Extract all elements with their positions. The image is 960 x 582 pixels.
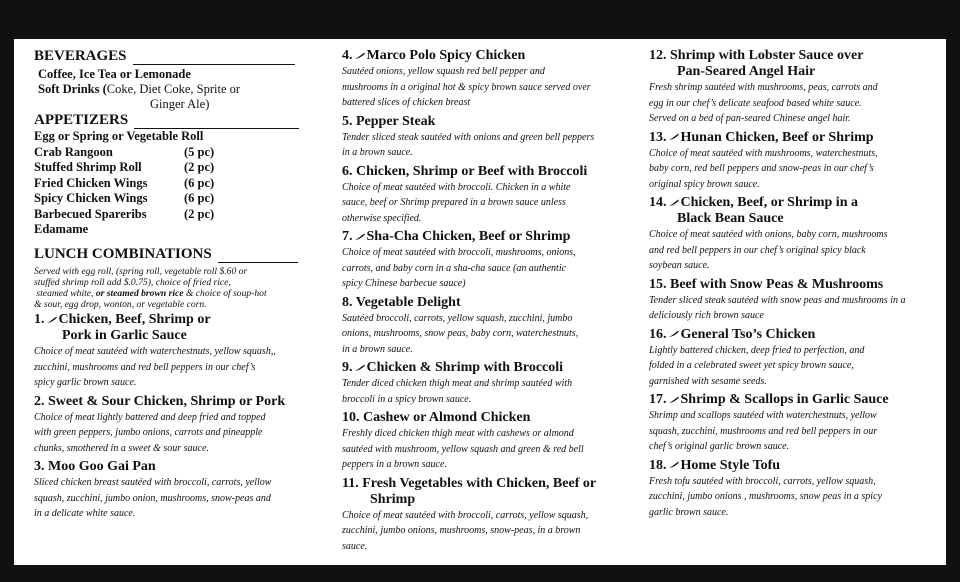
menu-item-number: 9. [342,360,353,375]
menu-item [649,392,905,455]
menu-item-title [34,394,285,410]
chili-pepper-icon [668,199,680,207]
menu-item [649,130,905,193]
menu-item-name: Moo Goo Gai Pan [48,459,156,474]
beverages-title: BEVERAGES [34,48,127,64]
menu-item-description: otherwise specified. [342,212,422,224]
appetizer-pieces: (6 pc) [184,191,215,205]
menu-item-name: Pepper Steak [356,113,436,129]
chili-pepper-icon [46,316,58,324]
menu-item-description: zucchini, jumbo onions, mushrooms, snow-peas, in a brown [342,525,581,536]
menu-item-name: Hunan Chicken, Beef or Shrimp [680,129,874,145]
menu-item-name: Pan-Seared Angel Hair [677,64,816,79]
appetizer-name: Crab Rangoon [34,144,113,159]
chili-pepper-icon [354,52,366,60]
menu-item [649,48,905,127]
menu-item-description: garnished with sesame seeds. [649,375,767,387]
menu-item-title [342,360,596,376]
appetizers-title: APPETIZERS [34,112,129,128]
appetizer-item [34,207,299,223]
appetizer-item [34,222,299,238]
menu-item [342,295,596,358]
lunch-heading [34,246,298,263]
menu-item-number: 14. [649,195,667,210]
menu-item-title [649,392,905,408]
menu-item-title [342,295,596,311]
appetizer-item [34,160,299,176]
menu-item-title [342,229,596,245]
menu-item-description: Choice of meat sautéed with broccoli. Chicken in a white [342,181,571,193]
menu-item-number: 3. [34,459,45,474]
menu-item-description: in a brown sauce. [342,147,413,158]
menu-item-description: Tender diced chicken thigh meat and shrimp sautéed with [342,378,573,389]
menu-item-title [649,195,905,211]
menu-item [649,277,905,324]
menu-item-title-cont [649,64,905,80]
menu-item-description: Choice of meat sautéed with waterchestnuts, yellow squash,, [34,346,276,357]
menu-item-description: peppers in a brown sauce. [342,459,447,470]
appetizer-item [34,129,299,145]
menu-item-description: baby corn, red bell peppers and snow-peas in our chef’s [649,163,874,174]
menu-item [342,48,596,111]
menu-item-description: Shrimp and scallops sautéed with waterchestnuts, yellow [649,410,877,421]
menu-item-description: egg in our chef’s delicate seafood based white sauce. [649,97,862,109]
menu-item-title-cont [649,211,905,227]
lunch-section [34,246,298,310]
menu-item-description: original spicy brown sauce. [649,178,760,190]
menu-item-description: onions, mushrooms, snow peas, baby corn, waterchestnuts, [342,328,579,339]
beverages-section [34,48,295,112]
menu-item-title [34,459,285,475]
lunch-title: LUNCH COMBINATIONS [34,246,212,262]
menu-item-description: zucchini, jumbo onions , mushrooms, snow peas in a spicy [649,491,882,502]
menu-items-col3 [649,48,905,523]
menu-item-number: 6. [342,163,353,179]
menu-item-description: Choice of meat lightly battered and deep fried and topped [34,411,266,423]
menu-item-title [342,48,596,64]
menu-items-col1 [34,312,285,525]
menu-item-description: sauce. [342,540,368,552]
menu-item-number: 1. [34,312,45,327]
lunch-note-brown-rice: or steamed brown rice [93,288,184,299]
menu-item-description: chef’s original garlic brown sauce. [649,441,790,452]
lunch-note-line: Served with egg roll, (spring roll, vegetable roll $.60 or [34,266,248,277]
menu-item [649,195,905,274]
appetizers-section [34,112,299,238]
menu-item-title-cont [342,492,596,508]
menu-item-title [342,476,596,492]
menu-item-number: 11. [342,475,359,491]
menu-item-description: Served on a bed of pan-seared Chinese angel hair. [649,113,851,124]
menu-item [649,458,905,521]
menu-item-description: and red bell peppers in our chef’s original spicy black [649,244,866,256]
lunch-note-line: & sour, egg drop, wonton, or vegetable corn. [34,299,207,310]
menu-item-description: squash, zucchini, jumbo onion, mushrooms, snow-peas and [34,492,271,504]
menu-item-number: 7. [342,229,353,244]
appetizer-item [34,176,299,192]
menu-item-name: Sweet & Sour Chicken, Shrimp or Pork [48,393,286,409]
menu-item-description: Sautéed broccoli, carrots, yellow squash, zucchini, jumbo [342,312,573,324]
menu-item-number: 5. [342,113,353,129]
menu-item-name: General Tso’s Chicken [680,326,816,342]
menu-item-number: 18. [649,457,667,473]
lunch-note-line: stuffed shrimp roll add $.0.75), choice of fried rice, [34,277,231,288]
menu-item-description: Choice of meat sautéed with broccoli, carrots, yellow squash, [342,509,589,521]
menu-item [342,114,596,161]
chili-pepper-icon [668,461,680,469]
menu-item-number: 15. [649,276,667,292]
appetizer-item [34,191,299,207]
menu-item-name: Sha-Cha Chicken, Beef or Shrimp [366,229,571,244]
menu-item-title [342,114,596,130]
menu-item-number: 13. [649,129,667,145]
menu-item-title [649,130,905,146]
menu-item-name: Marco Polo Spicy Chicken [366,48,526,63]
menu-item-name: Chicken & Shrimp with Broccoli [366,360,564,375]
menu-item-number: 12. [649,48,667,63]
menu-item-number: 10. [342,410,360,425]
menu-item-description: deliciously rich brown sauce [649,310,764,321]
appetizer-name: Edamame [34,222,89,236]
menu-item-description: mushrooms in a original hot & spicy brown sauce served over [342,81,591,93]
menu-item-title [34,312,285,328]
menu-page [14,39,946,565]
chili-pepper-icon [668,133,680,141]
menu-item-title [342,410,596,426]
menu-item-description: Lightly battered chicken, deep fried to perfection, and [649,344,865,356]
menu-item-description: Fresh tofu sautéed with broccoli, carrots, yellow squash, [649,475,876,487]
menu-item-description: battered slices of chicken breast [342,97,471,108]
lunch-note-text: & choice of soup-hot [183,288,267,299]
appetizer-name: Spicy Chicken Wings [34,191,148,205]
menu-item-description: Tender sliced steak sautéed with onions and green bell peppers [342,131,595,143]
menu-item-name: Beef with Snow Peas & Mushrooms [670,276,884,292]
appetizer-pieces: (6 pc) [184,175,215,190]
appetizers-heading [34,112,299,129]
menu-item-name: Shrimp [370,491,416,507]
menu-item-description: soybean sauce. [649,260,710,271]
soft-drinks-label: Soft Drinks ( [38,82,107,96]
menu-item-description: Choice of meat sautéed with onions, baby corn, mushrooms [649,229,888,240]
appetizer-pieces: (2 pc) [184,206,215,221]
menu-item-description: Sliced chicken breast sautéed with broccoli, carrots, yellow [34,477,272,488]
menu-item-description: Sautéed onions, yellow squash red bell pepper and [342,66,545,77]
menu-item-description: with green peppers, jumbo onions, carrots and pineapple [34,427,263,438]
menu-item-number: 16. [649,326,667,342]
menu-item-description: Freshly diced chicken thigh meat with cashews or almond [342,428,574,439]
menu-item-description: chunks, smothered in a sweet & sour sauce. [34,442,209,454]
menu-item-name: Chicken, Shrimp or Beef with Broccoli [356,163,588,179]
menu-item-description: Choice of meat sautéed with broccoli, mushrooms, onions, [342,247,576,258]
appetizer-item [34,145,299,161]
menu-item-description: garlic brown sauce. [649,506,729,518]
menu-item-name: Chicken, Beef, Shrimp or [58,312,211,327]
menu-item-name: Fresh Vegetables with Chicken, Beef or [362,475,597,491]
chili-pepper-icon [354,233,366,241]
menu-item-title [649,277,905,293]
menu-item-number: 17. [649,392,667,407]
appetizers-rule [134,127,299,129]
menu-item-title [649,48,905,64]
menu-item-description: folded in a celebrated sweet yet spicy brown sauce, [649,360,854,371]
lunch-note [34,266,298,310]
menu-item-name: Home Style Tofu [680,457,781,473]
menu-item [34,459,285,522]
menu-item-number: 8. [342,294,353,310]
beverages-rule [133,63,295,65]
menu-item-description: spicy Chinese barbecue sauce) [342,278,466,289]
menu-items-col2 [342,48,596,557]
chili-pepper-icon [354,364,366,372]
beverage-line-1: Coffee, Ice Tea or Lemonade [38,67,191,81]
appetizer-name: Stuffed Shrimp Roll [34,160,142,174]
menu-item-name: Vegetable Delight [355,294,461,310]
soft-drinks-list: Coke, Diet Coke, Sprite or [106,82,241,96]
menu-item [342,476,596,555]
menu-item-description: in a delicate white sauce. [34,508,136,519]
menu-item-name: Shrimp with Lobster Sauce over [670,48,864,63]
menu-item-name: Chicken, Beef, or Shrimp in a [680,195,858,210]
appetizer-pieces: (2 pc) [184,160,215,174]
menu-item [34,394,285,457]
appetizer-name: Barbecued Spareribs [34,206,147,221]
menu-item-description: Choice of meat sautéed with mushrooms, waterchestnuts, [649,147,878,159]
menu-item-number: 2. [34,393,45,409]
menu-item [342,229,596,292]
lunch-note-line [34,288,298,299]
menu-item [342,164,596,227]
menu-item-description: in a brown sauce. [342,343,413,355]
menu-item-description: broccoli in a spicy brown sauce. [342,393,472,405]
menu-item-name: Pork in Garlic Sauce [62,328,187,343]
chili-pepper-icon [668,396,680,404]
menu-item-description: carrots, and baby corn in a sha-cha sauce (an authentic [342,262,567,274]
beverage-line-3: Ginger Ale) [150,97,210,111]
menu-item [34,312,285,391]
menu-item [342,410,596,473]
menu-item-name: Cashew or Almond Chicken [363,410,531,425]
menu-item-title [342,164,596,180]
menu-item-name: Black Bean Sauce [677,211,784,226]
menu-item-name: Shrimp & Scallops in Garlic Sauce [680,392,889,407]
menu-item-title [649,458,905,474]
menu-item-description: spicy garlic brown sauce. [34,377,137,388]
menu-item-description: Tender sliced steak sautéed with snow peas and mushrooms in a [649,294,906,306]
menu-item-description: sauce, beef or Shrimp prepared in a brown sauce unless [342,197,566,208]
menu-item-description: Fresh shrimp sautéed with mushrooms, peas, carrots and [649,82,878,93]
appetizer-name: Egg or Spring or Vegetable Roll [34,129,204,143]
appetizer-name: Fried Chicken Wings [34,175,148,190]
menu-item-title [649,327,905,343]
menu-item [342,360,596,407]
beverage-line-2 [34,82,295,97]
menu-item-title-cont [34,328,285,344]
menu-item-description: zucchini, mushrooms and red bell peppers in our chef’s [34,361,256,373]
menu-item-number: 4. [342,48,353,63]
menu-item-description: sautéed with mushroom, yellow squash and green & red bell [342,443,584,455]
appetizer-list [34,129,299,238]
lunch-rule [218,261,298,263]
menu-item [649,327,905,390]
menu-item-description: squash, zucchini, mushrooms and red bell peppers in our [649,425,878,437]
chili-pepper-icon [668,330,680,338]
lunch-note-text: steamed white, [36,288,94,299]
appetizer-pieces: (5 pc) [184,144,215,159]
beverages-heading [34,48,295,65]
